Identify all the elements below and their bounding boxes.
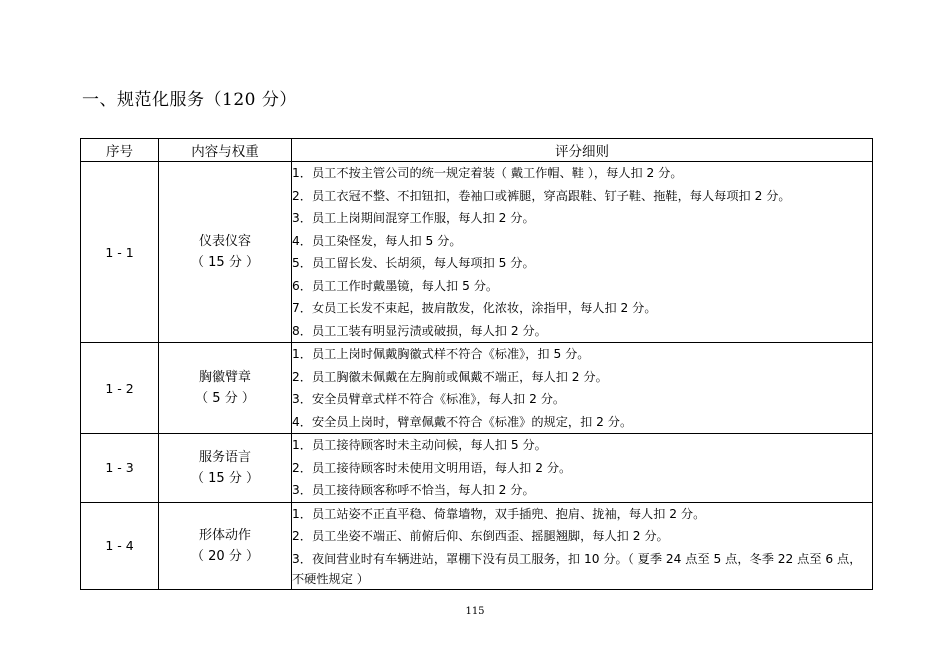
item-name: 服务语言	[198, 449, 251, 465]
row-content	[159, 434, 292, 503]
rule-line: 3．员工上岗期间混穿工作服，每人扣 2 分。	[292, 211, 535, 225]
rule-line: 2．员工胸徽未佩戴在左胸前或佩戴不端正，每人扣 2 分。	[292, 369, 608, 384]
row-content	[159, 502, 292, 589]
row-rules	[292, 162, 873, 343]
page-number: 115	[465, 606, 485, 617]
row-number: 1 - 2	[81, 343, 159, 434]
rule-line: 1．员工不按主管公司的统一规定着装（ 戴工作帽、鞋 ），每人扣 2 分。	[292, 166, 683, 180]
row-content	[159, 343, 292, 434]
row-rules	[292, 343, 873, 434]
item-name: 胸徽臂章	[198, 370, 251, 385]
item-name: 仪表仪容	[198, 234, 251, 249]
rule-line: 2．员工坐姿不端正、前俯后仰、东倒西歪、摇腿翘脚，每人扣 2 分。	[292, 529, 669, 543]
rule-line: 7．女员工长发不束起，披肩散发，化浓妆，涂指甲，每人扣 2 分。	[292, 301, 657, 315]
header-rules: 评分细则	[292, 139, 873, 162]
table-row	[81, 343, 873, 434]
rule-line: 8．员工工装有明显污渍或破损，每人扣 2 分。	[292, 323, 547, 338]
rule-line: 6．员工工作时戴墨镜，每人扣 5 分。	[292, 278, 499, 293]
header-content: 内容与权重	[159, 139, 292, 162]
item-weight: （ 15 分 ）	[191, 470, 259, 486]
table-row	[81, 502, 873, 589]
row-number: 1 - 3	[81, 434, 159, 503]
rule-line: 2．员工接待顾客时未使用文明用语，每人扣 2 分。	[292, 460, 572, 475]
row-number: 1 - 4	[81, 502, 159, 589]
rule-line: 1．员工上岗时佩戴胸徽式样不符合《标准》，扣 5 分。	[292, 347, 590, 361]
item-weight: （ 15 分 ）	[191, 255, 259, 270]
rule-line: 3．员工接待顾客称呼不恰当，每人扣 2 分。	[292, 483, 535, 497]
rule-line: 3．夜间营业时有车辆进站，罩棚下没有员工服务，扣 10 分。（ 夏季 24 点至 5 点，冬季 22 点至 6 点，不硬性规定 ）	[292, 551, 862, 586]
rule-line: 5．员工留长发、长胡须，每人每项扣 5 分。	[292, 256, 535, 270]
rule-line: 4．员工染怪发，每人扣 5 分。	[292, 233, 462, 248]
table-header-row	[81, 139, 873, 162]
row-content	[159, 162, 292, 343]
table-row	[81, 434, 873, 503]
header-number: 序号	[81, 139, 159, 162]
row-rules	[292, 502, 873, 589]
item-weight: （ 20 分 ）	[191, 548, 259, 564]
item-name: 形体动作	[198, 527, 251, 543]
rule-line: 1．员工接待顾客时未主动问候，每人扣 5 分。	[292, 438, 547, 452]
rule-line: 4．安全员上岗时，臂章佩戴不符合《标准》的规定，扣 2 分。	[292, 414, 633, 429]
section-title: 一、规范化服务（120 分）	[82, 90, 297, 110]
scoring-table	[80, 138, 873, 590]
row-rules	[292, 434, 873, 503]
row-number: 1 - 1	[81, 162, 159, 343]
table-row	[81, 162, 873, 343]
item-weight: （ 5 分 ）	[195, 391, 255, 406]
rule-line: 2．员工衣冠不整、不扣钮扣，卷袖口或裤腿，穿高跟鞋、钉子鞋、拖鞋，每人每项扣 2 分。	[292, 188, 791, 203]
rule-line: 3．安全员臂章式样不符合《标准》，每人扣 2 分。	[292, 392, 566, 406]
rule-line: 1．员工站姿不正直平稳、倚靠墙物，双手插兜、抱肩、拢袖，每人扣 2 分。	[292, 506, 706, 521]
